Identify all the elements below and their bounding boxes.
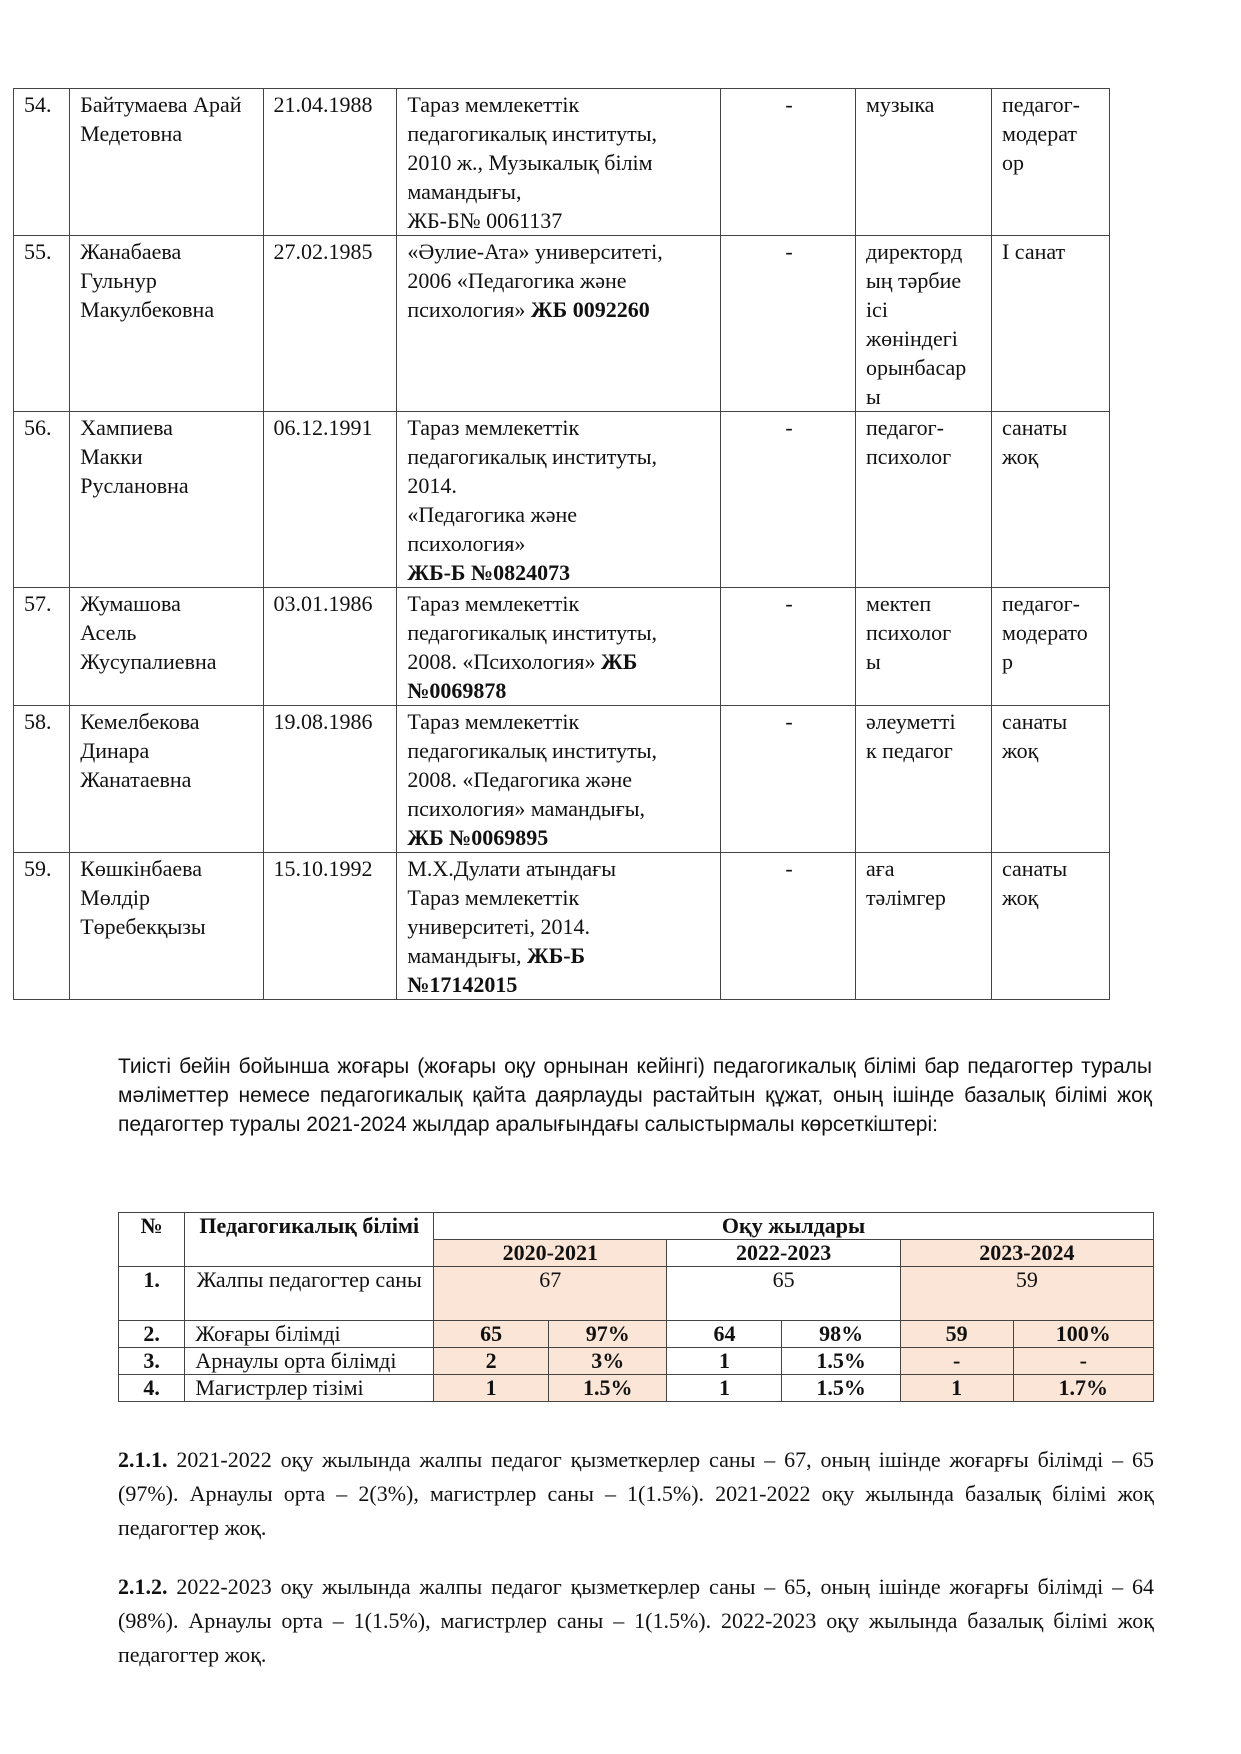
staff-table [13, 88, 1110, 1000]
text-line: педагог- [1001, 591, 1080, 616]
birth-date: 03.01.1986 [263, 588, 397, 706]
stats-row-higher [119, 1321, 1154, 1348]
value-cell: 65 [667, 1267, 900, 1321]
text-line: педагог- [1001, 92, 1080, 117]
text-part: Тараз мемлекеттік [407, 92, 580, 117]
text-line: Жанабаева [80, 239, 182, 264]
value-cell: 1.5% [782, 1375, 900, 1402]
text-line [407, 119, 712, 148]
row-no: 4. [119, 1375, 185, 1402]
stats-row-vocational [119, 1348, 1154, 1375]
empty-dash: - [721, 853, 856, 1000]
row-no: 1. [119, 1267, 185, 1321]
text-part: педагогикалық институты, [407, 444, 657, 469]
value-cell: 64 [667, 1321, 782, 1348]
text-line: І санат [1001, 239, 1066, 264]
diploma-number: №0069878 [407, 678, 507, 703]
text-line [407, 736, 712, 765]
text-line [407, 618, 712, 647]
empty-dash: - [721, 588, 856, 706]
category [991, 588, 1109, 706]
text-line [407, 206, 712, 235]
value-cell: 1 [434, 1375, 549, 1402]
text-line [407, 883, 712, 912]
position [855, 412, 991, 588]
text-line: тәлімгер [865, 885, 946, 910]
header-years: Оқу жылдары [434, 1213, 1154, 1240]
staff-row [14, 236, 1110, 412]
text-line [407, 237, 712, 266]
text-part: 2008. «Психология» [407, 649, 602, 674]
text-line: к педагог [865, 738, 953, 763]
text-line [407, 442, 712, 471]
text-line: Асель [80, 620, 137, 645]
education [397, 412, 721, 588]
row-label: Арнаулы орта білімді [185, 1348, 434, 1375]
position [855, 706, 991, 853]
text-part: Тараз мемлекеттік [407, 591, 580, 616]
empty-dash: - [721, 412, 856, 588]
text-part: 2014. [407, 473, 457, 498]
text-line: директорд [865, 239, 963, 264]
text-part: М.Х.Дулати атындағы [407, 856, 616, 881]
text-line [407, 707, 712, 736]
text-line: ы [865, 384, 881, 409]
education [397, 588, 721, 706]
text-line [407, 941, 712, 970]
category [991, 236, 1109, 412]
text-part: университеті, 2014. [407, 914, 591, 939]
staff-name [70, 412, 263, 588]
text-line: модерат [1001, 121, 1078, 146]
text-line: жоқ [1001, 885, 1039, 910]
stats-table [118, 1212, 1154, 1402]
position [855, 588, 991, 706]
staff-row [14, 706, 1110, 853]
value-cell: 3% [549, 1348, 667, 1375]
education [397, 236, 721, 412]
text-part: психология» [407, 531, 526, 556]
category [991, 89, 1109, 236]
empty-dash: - [721, 89, 856, 236]
text-line: санаты [1001, 856, 1068, 881]
birth-date: 21.04.1988 [263, 89, 397, 236]
category [991, 706, 1109, 853]
section-text: 2021-2022 оқу жылында жалпы педагог қызметкерлер саны – 67, оның ішінде жоғарғы білімді – 65 (97%). Арнаулы орта – 2(3%), магистрлер саны – 1(1.5%). 2021-2022 оқу жылында базалық білімі жоқ педагогтер жоқ. [118, 1447, 1154, 1540]
position [855, 853, 991, 1000]
row-number: 57. [14, 588, 70, 706]
text-line: педагог- [865, 415, 944, 440]
text-line: Медетовна [80, 121, 183, 146]
row-label: Магистрлер тізімі [185, 1375, 434, 1402]
text-part: мамандығы, [407, 179, 522, 204]
text-line [407, 295, 712, 324]
value-cell: 1.5% [549, 1375, 667, 1402]
text-line: ың тәрбие [865, 268, 962, 293]
text-line: Макки [80, 444, 143, 469]
text-line: мектеп [865, 591, 932, 616]
staff-name [70, 89, 263, 236]
value-cell: 1 [667, 1375, 782, 1402]
text-part: психология» мамандығы, [407, 796, 646, 821]
text-part: Тараз мемлекеттік [407, 709, 580, 734]
text-line: р [1001, 649, 1013, 674]
year-2023-2024: 2023-2024 [900, 1240, 1153, 1267]
text-line [407, 854, 712, 883]
row-number: 55. [14, 236, 70, 412]
intro-paragraph [118, 1052, 1152, 1139]
section-number: 2.1.1. [118, 1447, 168, 1472]
section-2-1-1 [118, 1443, 1154, 1545]
text-line [407, 500, 712, 529]
text-line [407, 912, 712, 941]
value-cell: 1.5% [782, 1348, 900, 1375]
text-line: санаты [1001, 709, 1068, 734]
text-line [407, 647, 712, 676]
text-line: әлеуметті [865, 709, 956, 734]
text-part: педагогикалық институты, [407, 121, 657, 146]
text-line: ы [865, 649, 881, 674]
header-no: № [119, 1213, 185, 1267]
position [855, 89, 991, 236]
text-part: психология» [407, 297, 531, 322]
birth-date: 19.08.1986 [263, 706, 397, 853]
text-line [407, 794, 712, 823]
value-cell: 59 [900, 1321, 1013, 1348]
position [855, 236, 991, 412]
staff-row [14, 89, 1110, 236]
value-cell: 98% [782, 1321, 900, 1348]
staff-name [70, 236, 263, 412]
section-number: 2.1.2. [118, 1574, 168, 1599]
section-text: 2022-2023 оқу жылында жалпы педагог қызметкерлер саны – 65, оның ішінде жоғарғы білімді – 64 (98%). Арнаулы орта – 1(1.5%), магистрлер саны – 1(1.5%). 2022-2023 оқу жылында базалық білімі жоқ педагогтер жоқ. [118, 1574, 1154, 1667]
text-line: Гульнур [80, 268, 157, 293]
staff-name [70, 588, 263, 706]
empty-dash: - [721, 706, 856, 853]
text-part: 2008. «Педагогика және [407, 767, 633, 792]
section-2-1-2 [118, 1570, 1154, 1672]
stats-header-row-1 [119, 1213, 1154, 1240]
text-part: «Педагогика және [407, 502, 578, 527]
diploma-number: ЖБ [601, 649, 638, 674]
row-no: 3. [119, 1348, 185, 1375]
staff-row [14, 853, 1110, 1000]
diploma-number: ЖБ-Б [526, 943, 586, 968]
row-number: 54. [14, 89, 70, 236]
staff-name [70, 853, 263, 1000]
value-cell: 59 [900, 1267, 1153, 1321]
row-number: 56. [14, 412, 70, 588]
category [991, 853, 1109, 1000]
text-line: орынбасар [865, 355, 967, 380]
text-line: жоқ [1001, 738, 1039, 763]
year-2022-2023: 2022-2023 [667, 1240, 900, 1267]
header-education: Педагогикалық білімі [185, 1213, 434, 1267]
text-line: музыка [865, 92, 935, 117]
row-label: Жоғары білімді [185, 1321, 434, 1348]
birth-date: 27.02.1985 [263, 236, 397, 412]
value-cell: 97% [549, 1321, 667, 1348]
stats-row-masters [119, 1375, 1154, 1402]
row-label: Жалпы педагогтер саны [185, 1267, 434, 1321]
text-part: «Әулие-Ата» университеті, [407, 239, 663, 264]
intro-text: Тиісті бейін бойынша жоғары (жоғары оқу орнынан кейінгі) педагогикалық білімі бар педагогтер туралы мәліметтер немесе педагогикалық қайта даярлауды растайтын құжат, оның ішінде базалық білімі жоқ педагогтер туралы 2021-2024 жылдар аралығындағы салыстырмалы көрсеткіштері: [118, 1055, 1152, 1136]
text-line: аға [865, 856, 895, 881]
text-part: педагогикалық институты, [407, 620, 657, 645]
text-line [407, 413, 712, 442]
staff-name [70, 706, 263, 853]
value-cell: - [1013, 1348, 1153, 1375]
row-number: 59. [14, 853, 70, 1000]
text-line: Макулбековна [80, 297, 215, 322]
text-line: ор [1001, 150, 1024, 175]
text-line: Байтумаева Арай [80, 92, 242, 117]
text-part: Тараз мемлекеттік [407, 415, 580, 440]
staff-row [14, 412, 1110, 588]
value-cell: 67 [434, 1267, 667, 1321]
value-cell: 1.7% [1013, 1375, 1153, 1402]
education [397, 853, 721, 1000]
text-part: ЖБ-Б№ 0061137 [407, 208, 563, 233]
empty-dash: - [721, 236, 856, 412]
text-line: Төребекқызы [80, 914, 206, 939]
value-cell: - [900, 1348, 1013, 1375]
diploma-number: ЖБ-Б №0824073 [407, 560, 571, 585]
text-line [407, 589, 712, 618]
text-line: Жанатаевна [80, 767, 192, 792]
text-line: Жусупалиевна [80, 649, 217, 674]
value-cell: 1 [900, 1375, 1013, 1402]
text-part: 2010 ж., Музыкалық білім [407, 150, 653, 175]
text-line: модерато [1001, 620, 1088, 645]
text-line [407, 266, 712, 295]
text-line: Динара [80, 738, 150, 763]
value-cell: 100% [1013, 1321, 1153, 1348]
text-line [407, 148, 712, 177]
text-line: жоқ [1001, 444, 1039, 469]
text-line: ісі [865, 297, 888, 322]
text-line: Мөлдір [80, 885, 151, 910]
text-part: 2006 «Педагогика және [407, 268, 627, 293]
text-line [407, 765, 712, 794]
text-line: психолог [865, 444, 952, 469]
diploma-number: №17142015 [407, 972, 518, 997]
text-line [407, 177, 712, 206]
text-line: Жумашова [80, 591, 181, 616]
text-line: Кемелбекова [80, 709, 200, 734]
education [397, 706, 721, 853]
text-part: Тараз мемлекеттік [407, 885, 580, 910]
text-line: Хампиева [80, 415, 173, 440]
staff-row [14, 588, 1110, 706]
year-2020-2021: 2020-2021 [434, 1240, 667, 1267]
stats-row-total [119, 1267, 1154, 1321]
text-line: жөніндегі [865, 326, 958, 351]
birth-date: 15.10.1992 [263, 853, 397, 1000]
text-line: психолог [865, 620, 952, 645]
text-line [407, 471, 712, 500]
text-line: Көшкінбаева [80, 856, 202, 881]
diploma-number: ЖБ №0069895 [407, 825, 549, 850]
category [991, 412, 1109, 588]
row-no: 2. [119, 1321, 185, 1348]
text-line [407, 529, 712, 558]
text-line: Руслановна [80, 473, 189, 498]
text-line [407, 90, 712, 119]
row-number: 58. [14, 706, 70, 853]
value-cell: 65 [434, 1321, 549, 1348]
value-cell: 1 [667, 1348, 782, 1375]
diploma-number: ЖБ 0092260 [530, 297, 650, 322]
education [397, 89, 721, 236]
value-cell: 2 [434, 1348, 549, 1375]
text-part: педагогикалық институты, [407, 738, 657, 763]
birth-date: 06.12.1991 [263, 412, 397, 588]
text-part: мамандығы, [407, 943, 527, 968]
text-line: санаты [1001, 415, 1068, 440]
